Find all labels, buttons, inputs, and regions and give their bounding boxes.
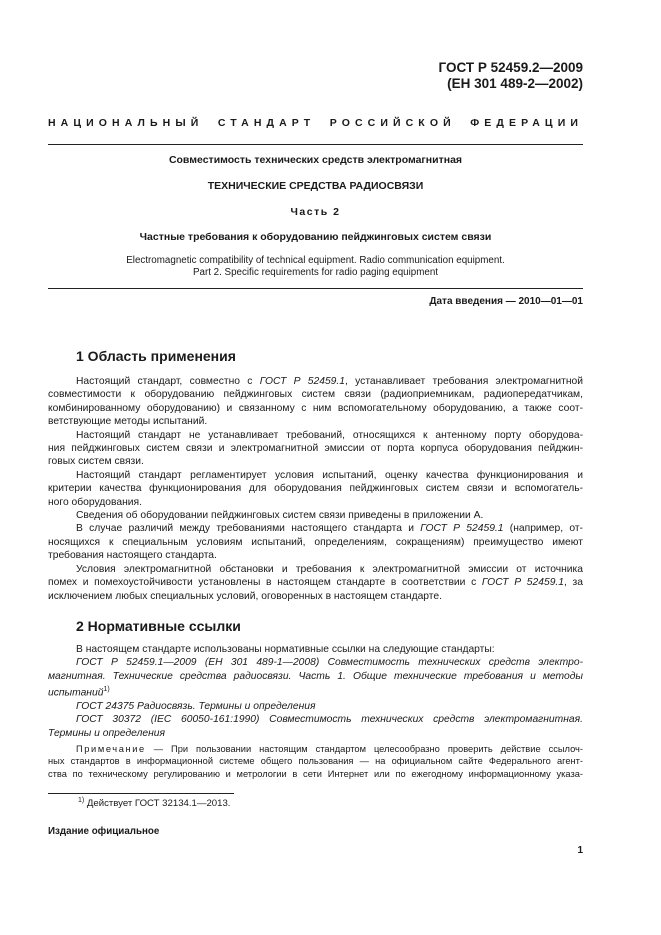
standard-code <box>439 60 583 92</box>
paragraph-line: говых систем связи. <box>48 456 144 468</box>
note-label: Примечание <box>76 744 146 754</box>
standard-title: ТЕХНИЧЕСКИЕ СРЕДСТВА РАДИОСВЯЗИ <box>207 180 424 192</box>
paragraph-line: ного оборудования. <box>48 496 142 508</box>
footnote-divider <box>48 793 234 794</box>
section-2-body <box>48 643 583 740</box>
footnote-text: Действует ГОСТ 32134.1—2013. <box>84 798 231 810</box>
paragraph-line: Настоящий стандарт регламентирует условия испытаний, оценку качества функционирования и <box>76 469 583 481</box>
paragraph-line: Настоящий стандарт, совместно с ГОСТ Р 52459.1, устанавливает требования электромагнитной <box>76 376 583 387</box>
official-edition-label: Издание официальное <box>48 826 160 837</box>
standard-code-en: (ЕН 301 489-2—2002) <box>447 76 583 91</box>
paragraph-line: помех и помехоустойчивости установлены в настоящем стандарте в соответствии с ГОСТ Р 52459.1, за <box>48 577 583 589</box>
paragraph-line: носящихся к специальным условиям испытаний, определениям, сокращениям) преимущество имеют <box>48 536 583 548</box>
reference-entry: ГОСТ 30372 (IEC 60050-161:1990) Совместимость технических средств электромагнитная. <box>76 714 583 726</box>
english-title <box>48 255 583 279</box>
standard-series: Совместимость технических средств электромагнитная <box>168 154 463 166</box>
paragraph-line: Настоящий стандарт не устанавливает требований, относящихся к антенному порту оборудова- <box>76 429 583 441</box>
note-line: ства по техническому регулированию и метрологии в сети Интернет или по ежегодному информационному указа- <box>48 768 583 779</box>
footnote-number: 1) <box>78 797 85 804</box>
standard-part: Часть 2 <box>290 206 341 218</box>
standard-code-main: ГОСТ Р 52459.2—2009 <box>438 60 583 75</box>
paragraph-line: совместимости к оборудованию пейджинговых систем связи (радиоприемникам, радиопередатчикам, <box>48 389 583 401</box>
note-line: ных стандартов в информационной системе общего пользования — на официальном сайте Федерального агент- <box>48 756 583 767</box>
reference-entry: ГОСТ Р 52459.1—2009 (ЕН 301 489-1—2008) Совместимость технических средств электро- <box>76 657 583 669</box>
paragraph-line: комбинированному оборудованию) и связанному с ним вспомогательному оборудованию, а также соот- <box>48 402 583 414</box>
section-2-heading: 2 Нормативные ссылки <box>76 618 241 634</box>
reference-link: ГОСТ Р 52459.1 <box>259 376 345 387</box>
section-1-heading: 1 Область применения <box>76 348 236 364</box>
paragraph-line: В настоящем стандарте использованы нормативные ссылки на следующие стандарты: <box>76 644 495 655</box>
section-1-body <box>48 375 583 603</box>
english-title-line1: Electromagnetic compatibility of technical equipment. Radio communication equipment. <box>126 255 505 266</box>
footnote <box>78 797 230 809</box>
reference-entry: магнитная. Технические средства радиосвязи. Часть 1. Общие технические требования и методы <box>48 670 583 682</box>
standard-subtitle: Частные требования к оборудованию пейджинговых систем связи <box>139 231 492 243</box>
national-standard-banner: НАЦИОНАЛЬНЫЙ СТАНДАРТ РОССИЙСКОЙ ФЕДЕРАЦИИ <box>48 117 583 129</box>
paragraph-line: ния пейджинговых систем связи и электромагнитной эмиссии от порта корпуса оборудования пейджин- <box>48 443 583 455</box>
reference-entry: Термины и определения <box>48 727 165 739</box>
reference-link: ГОСТ Р 52459.1 <box>481 577 565 589</box>
paragraph-line: исключением любых специальных условий, оговоренных в настоящем стандарте. <box>48 590 442 602</box>
page-number: 1 <box>577 845 583 856</box>
paragraph-line: Сведения об оборудовании пейджинговых систем связи приведены в приложении А. <box>76 510 484 522</box>
note-line: Примечание — При пользовании настоящим стандартом целесообразно проверить действие ссылоч- <box>76 744 583 754</box>
paragraph-line: критерии качества функционирования для оборудования пейджинговых систем связи и вспомогатель- <box>48 483 583 495</box>
paragraph-line: Условия электромагнитной обстановки и требования к электромагнитной эмиссии от источника <box>76 563 583 575</box>
reference-entry: испытаний$^{1)}$ <box>48 686 110 699</box>
english-title-line2: Part 2. Specific requirements for radio paging equipment <box>192 267 439 278</box>
introduction-date: Дата введения — 2010—01—01 <box>429 296 583 307</box>
footnote-marker: 1) <box>103 686 110 694</box>
paragraph-line: ветствующие методы испытаний. <box>48 416 208 428</box>
title-divider <box>48 288 583 289</box>
reference-link: ГОСТ Р 52459.1 <box>420 523 504 535</box>
header-divider <box>48 144 583 145</box>
normative-note <box>48 743 583 780</box>
reference-entry: ГОСТ 24375 Радиосвязь. Термины и определения <box>76 701 316 713</box>
paragraph-line: В случае различий между требованиями настоящего стандарта и ГОСТ Р 52459.1 (например, от- <box>76 523 583 535</box>
paragraph-line: требования настоящего стандарта. <box>48 550 217 562</box>
